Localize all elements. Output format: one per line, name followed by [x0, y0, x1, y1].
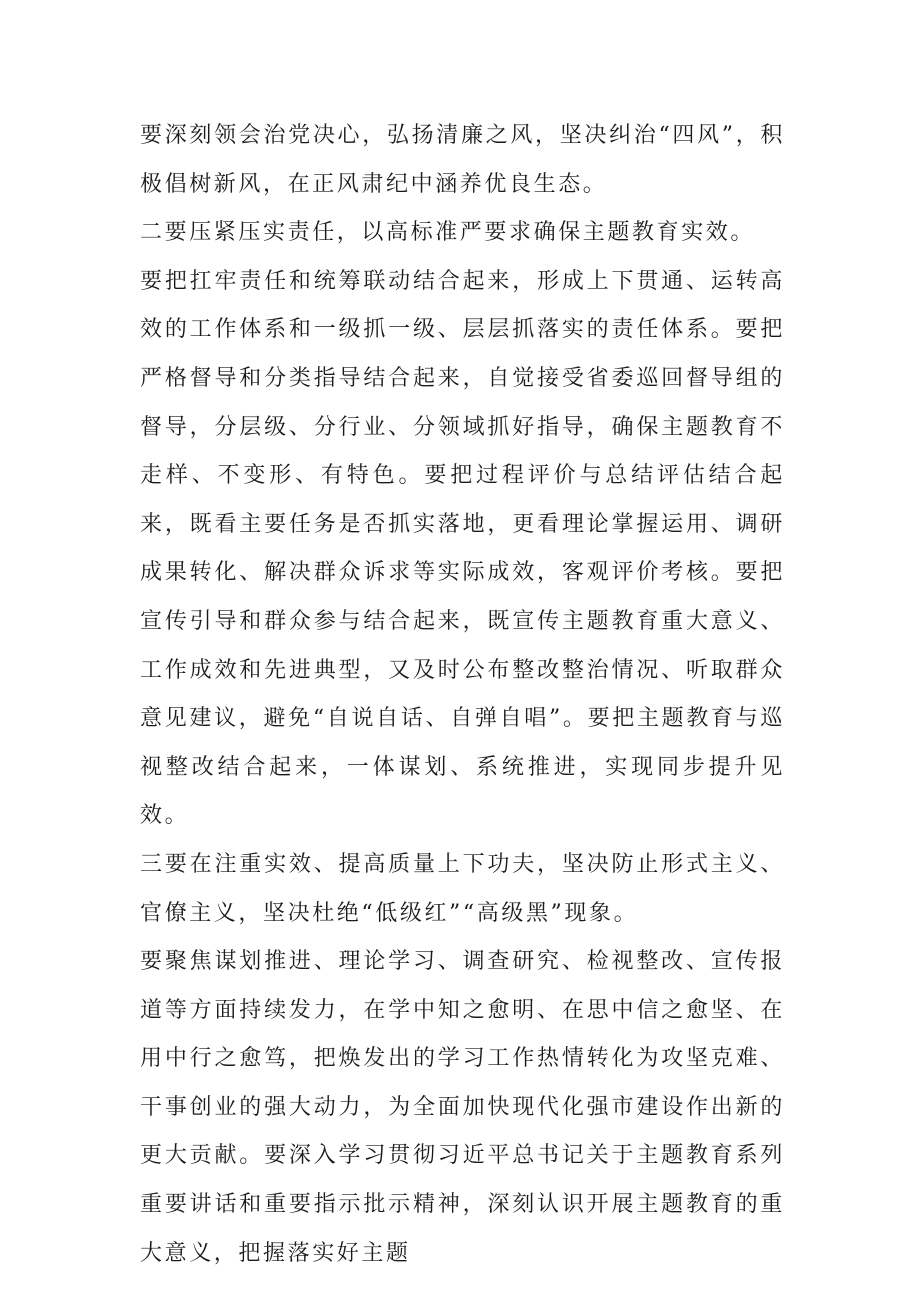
paragraph-effectiveness: 要聚焦谋划推进、理论学习、调查研究、检视整改、宣传报道等方面持续发力，在学中知之愈明、在思中信之愈坚、在用中行之愈笃，把焕发出的学习工作热情转化为攻坚克难、干事创业的强大动力，为全面加快现代化强市建设作出新的更大贡献。要深入学习贯彻习近平总书记关于主题教育系列重要讲话和重要指示批示精神，深刻认识开展主题教育的重大意义，把握落实好主题 — [140, 949, 785, 1266]
section-heading-two: 二要压紧压实责任，以高标准严要求确保主题教育实效。 — [140, 220, 756, 246]
paragraph-responsibility: 要把扛牢责任和统筹联动结合起来，形成上下贯通、运转高效的工作体系和一级抓一级、层层抓落实的责任体系。要把严格督导和分类指导结合起来，自觉接受省委巡回督导组的督导，分层级、分行业、分领域抓好指导，确保主题教育不走样、不变形、有特色。要把过程评价与总结评估结合起来，既看主要任务是否抓实落地，更看理论掌握运用、调研成果转化、解决群众诉求等实际成效，客观评价考核。要把宣传引导和群众参与结合起来，既宣传主题教育重大意义、工作成效和先进典型，又及时公布整改整治情况、听取群众意见建议，避免“自说自话、自弹自唱”。要把主题教育与巡视整改结合起来，一体谋划、系统推进，实现同步提升见效。 — [140, 268, 785, 829]
section-heading-three: 三要在注重实效、提高质量上下功夫，坚决防止形式主义、官僚主义，坚决杜绝“低级红”“高级黑”现象。 — [140, 851, 785, 926]
paragraph-intro: 要深刻领会治党决心，弘扬清廉之风，坚决纠治“四风”，积极倡树新风，在正风肃纪中涵养优良生态。 — [140, 123, 785, 197]
document-body — [140, 112, 785, 1278]
